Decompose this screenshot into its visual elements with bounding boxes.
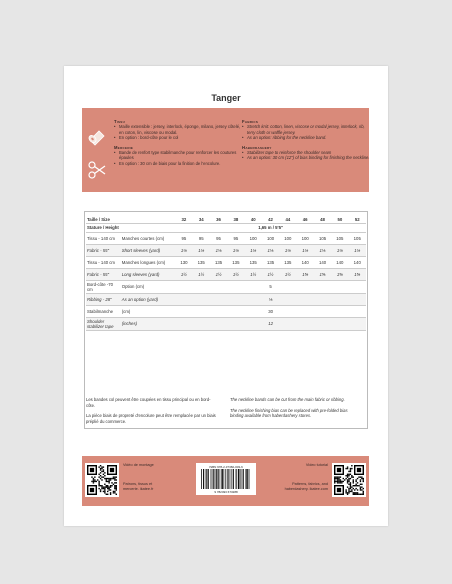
value-cell: 1⅛ [210,244,227,256]
row-fabric-cell: Ribbing - 28" [86,293,121,305]
row-fabric-cell: Fabric - 55" [86,244,121,256]
value-cell: 95 [193,232,210,244]
value-cell: 140 [331,256,348,268]
fabric-roll-icon [87,126,107,146]
row-type-cell: Long sleeves (yard) [121,268,176,280]
row-fabric-cell: Fabric - 55" [86,268,121,280]
table-row [86,280,366,293]
fabric-item: • En option : bord-côte pour le col [114,135,242,140]
size-header-row [86,215,366,224]
size-header-cell: 50 [331,215,348,224]
qr-code-icon [334,465,364,495]
value-cell: 12 [175,317,366,330]
isbn-label: ISBN 978-2-37360-003-6 [209,464,243,469]
value-cell: 5 [175,280,366,293]
fabric-item: • Stretch knit: cotton, linen, viscose or modal jersey, interlock, rib, terry cloth or waffle jersey. [242,124,370,135]
qr-code-right[interactable] [332,463,366,497]
value-cell: 95 [227,232,244,244]
note: The neckline bands can be cut from the main fabric or ribbing. [230,397,345,402]
value-cell: 105 [331,232,348,244]
value-cell: 1⅛ [175,244,192,256]
size-header-cell: 52 [349,215,366,224]
value-cell: 100 [245,232,262,244]
value-cell: 1½ [175,268,192,280]
value-cell: 1½ [279,268,296,280]
footer-band [82,456,369,506]
value-cell: 135 [245,256,262,268]
row-type-cell: Manches courtes (cm) [121,232,176,244]
notions-item: • As an option: 30 cm (12") of bias binding for finishing the neckline. [242,155,370,160]
isbn-number: 9 782493 673288 [214,490,238,494]
row-type-cell: As an option (yard) [121,293,176,305]
notions-item: • Stabilizer tape to reinforce the shoulder seam [242,150,370,155]
row-fabric-cell: Bord-côte -70 cm [86,280,121,293]
value-cell: 135 [227,256,244,268]
row-type-cell: Manches longues (cm) [121,256,176,268]
size-label: Taille / Size [86,215,175,224]
value-cell: 95 [210,232,227,244]
value-cell: 95 [175,232,192,244]
note: Les bandes col peuvent être coupées en tissu principal ou en bord-côte. [86,397,211,408]
value-cell: 140 [314,256,331,268]
note: The neckline finishing bias can be replaced with pre-folded bias binding available from haberdashery stores. [230,407,348,419]
value-cell: 1⅝ [331,268,348,280]
value-cell: 105 [349,232,366,244]
value-cell: 1⅝ [349,268,366,280]
value-cell: 1⅛ [297,244,314,256]
barcode-icon [201,469,251,489]
video-tutorial-label-fr: Vidéo de montage [123,463,154,467]
size-header-cell: 46 [297,215,314,224]
isbn-barcode [196,463,256,495]
size-header-cell: 44 [279,215,296,224]
shop-label-fr: Patrons, tissus et mercerie. ikatee.fr [123,482,154,491]
value-cell: 1½ [193,268,210,280]
table-row [86,268,366,280]
value-cell: 1½ [262,268,279,280]
fabric-item: • Maille extensible : jersey, interlock, éponge, milano, jersey côtelé, en coton, lin, viscose ou modal. [114,124,242,135]
notions-item: • En option : 30 cm de biais pour la finition de l'encolure. [114,161,242,166]
fabric-heading: Fabrics [242,119,259,124]
table-row [86,256,366,268]
video-tutorial-label-en: Video tutorial [305,463,328,467]
note: La pièce biais de propreté d'encolure peut être remplacée par un biais préplié du commerce. [86,413,216,424]
value-cell: 1⅛ [245,244,262,256]
fabric-heading: Tissu [114,119,126,124]
row-fabric-cell: Tissu - 140 cm [86,256,121,268]
value-cell: 30 [175,305,366,317]
row-type-cell: (cm) [121,305,176,317]
size-table [86,215,366,331]
qr-code-left[interactable] [85,463,119,497]
size-header-cell: 36 [210,215,227,224]
row-fabric-cell: Tissu - 140 cm [86,232,121,244]
value-cell: 1⅝ [314,268,331,280]
value-cell: 100 [262,232,279,244]
size-header-cell: 48 [314,215,331,224]
value-cell: 135 [193,256,210,268]
notions-heading: Mercerie [114,144,134,150]
row-type-cell: Short sleeves (yard) [121,244,176,256]
page-title: Tanger [211,93,241,103]
value-cell: 100 [279,232,296,244]
row-type-cell: Option (cm) [121,280,176,293]
row-fabric-cell: Shoulder stabilizer tape [86,317,121,330]
materials-fr [114,113,242,166]
value-cell: 100 [297,232,314,244]
notions-heading: Haberdashery [242,144,272,150]
height-value: 1,65 m / 5'5" [175,224,366,233]
size-header-cell: 42 [262,215,279,224]
notes-fr [86,397,216,429]
value-cell: 105 [314,232,331,244]
value-cell: 1⅛ [227,244,244,256]
value-cell: 135 [279,256,296,268]
fabric-item: • As an option: ribbing for the neckline band. [242,135,370,140]
value-cell: 1⅝ [297,268,314,280]
materials-en [242,113,370,161]
qr-code-icon [87,465,117,495]
notes-en [230,397,360,424]
pattern-page [64,66,388,526]
height-row [86,224,366,233]
value-cell: 1⅛ [279,244,296,256]
height-label: Stature / Height [86,224,175,233]
value-cell: 140 [349,256,366,268]
value-cell: 1⅛ [193,244,210,256]
table-row [86,305,366,317]
value-cell: 140 [297,256,314,268]
table-row [86,293,366,305]
notions-item: • Bande de renfort type stabilmanche pour renforcer les coutures épaules [114,150,242,161]
scissors-icon [87,160,107,180]
size-header-cell: 40 [245,215,262,224]
size-header-cell: 32 [175,215,192,224]
table-row [86,232,366,244]
table-row [86,244,366,256]
value-cell: 135 [262,256,279,268]
value-cell: 135 [210,256,227,268]
table-row [86,317,366,330]
value-cell: 1½ [245,268,262,280]
size-header-cell: 34 [193,215,210,224]
value-cell: 1½ [227,268,244,280]
size-header-cell: 38 [227,215,244,224]
value-cell: ⅛ [175,293,366,305]
row-type-cell: (inches) [121,317,176,330]
value-cell: 1⅛ [262,244,279,256]
value-cell: 1½ [210,268,227,280]
shop-label-en: Patterns, fabrics, and haberdashery. ikatee.com [284,482,328,491]
value-cell: 1⅛ [349,244,366,256]
materials-band [82,108,369,192]
value-cell: 1⅛ [314,244,331,256]
value-cell: 130 [175,256,192,268]
value-cell: 1⅛ [331,244,348,256]
row-fabric-cell: Stabilmanche [86,305,121,317]
